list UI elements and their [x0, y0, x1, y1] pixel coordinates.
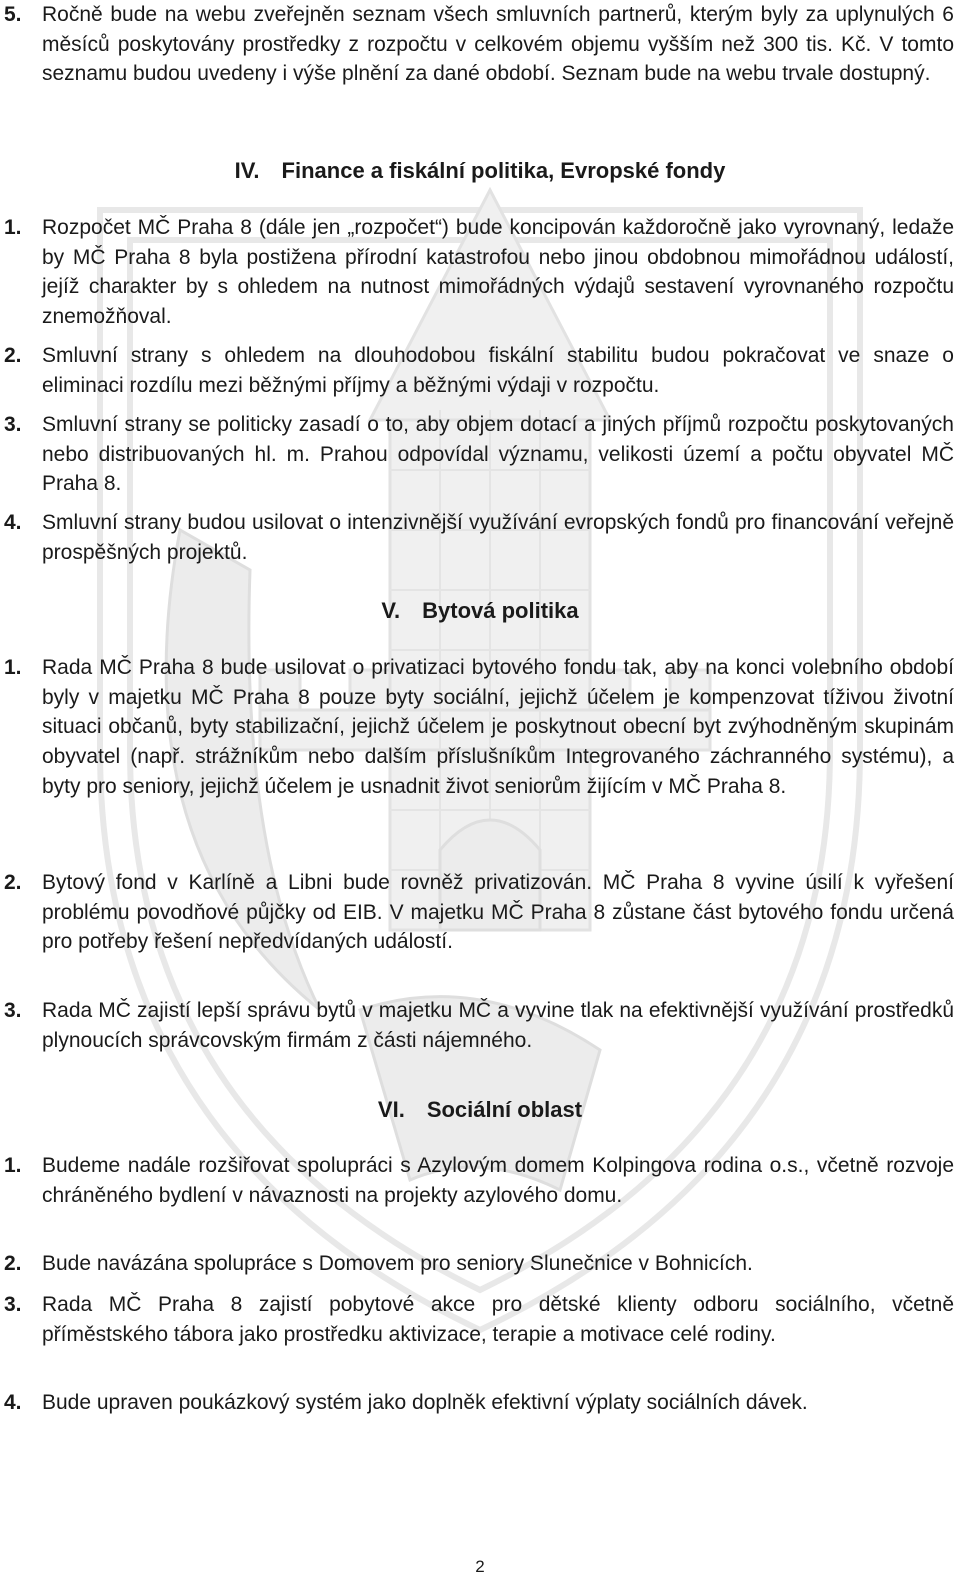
- item-number: 1.: [4, 1154, 22, 1177]
- item-text: Rada MČ Praha 8 bude usilovat o privatizaci bytového fondu tak, aby na konci volebního období byly v majetku MČ Praha 8 pouze byty sociální, jejichž účelem je kompenzovat tíživou životní situaci občanů, byty stabilizační, jejichž účelem je poskytnout obecní byt zvýhodněným skupinám obyvatel (např. strážníkům nebo dalším příslušníkům Integrovaného záchranného systému), a byty pro seniory, jejichž účelem je usnadnit život seniorům žijícím v MČ Praha 8.: [42, 656, 954, 798]
- section-title: Bytová politika: [422, 598, 579, 623]
- section-number: VI.: [377, 1097, 405, 1122]
- item-text: Ročně bude na webu zveřejněn seznam všech smluvních partnerů, kterým byly za uplynulých 6 měsíců poskytovány prostředky z rozpočtu v celkovém objemu vyšším než 300 tis. Kč. V tomto seznamu budou uvedeny i výše plnění za dané období. Seznam bude na webu trvale dostupný.: [42, 3, 954, 86]
- item-number: 2.: [4, 344, 22, 367]
- item-text: Rada MČ zajistí lepší správu bytů v majetku MČ a vyvine tlak na efektivnější využívání prostředků plynoucích správcovským firmám z části nájemného.: [42, 999, 954, 1052]
- section-number: IV.: [234, 158, 260, 183]
- item-text: Budeme nadále rozšiřovat spolupráci s Azylovým domem Kolpingova rodina o.s., včetně rozvoje chráněného bydlení v návaznosti na projekty azylového domu.: [42, 1154, 954, 1207]
- item-text: Bytový fond v Karlíně a Libni bude rovněž privatizován. MČ Praha 8 vyvine úsilí k vyřešení problému povodňové půjčky od EIB. V majetku MČ Praha 8 zůstane část bytového fondu určená pro potřeby řešení nepředvídaných událostí.: [42, 871, 954, 954]
- item-text: Smluvní strany s ohledem na dlouhodobou fiskální stabilitu budou pokračovat ve snaze o eliminaci rozdílu mezi běžnými příjmy a běžnými výdaji v rozpočtu.: [42, 344, 954, 397]
- item-text: Rada MČ Praha 8 zajistí pobytové akce pro dětské klienty odboru sociálního, včetně příměstského tábora jako prostředku aktivizace, terapie a motivace celé rodiny.: [42, 1293, 954, 1346]
- section-title: Sociální oblast: [426, 1097, 583, 1122]
- item-number: 2.: [4, 871, 22, 894]
- section-number: V.: [381, 598, 401, 623]
- item-number: 3.: [4, 1293, 22, 1316]
- section-heading-vi: [0, 1095, 960, 1125]
- item-number: 1.: [4, 216, 22, 239]
- section-heading-iv: [0, 156, 960, 186]
- item-number: 1.: [4, 656, 22, 679]
- item-number: 4.: [4, 511, 22, 534]
- item-number: 3.: [4, 413, 22, 436]
- item-number: 2.: [4, 1252, 22, 1275]
- page-number: 2: [475, 1557, 485, 1576]
- item-text: Smluvní strany budou usilovat o intenzivnější využívání evropských fondů pro financování veřejně prospěšných projektů.: [42, 511, 954, 564]
- item-number: 4.: [4, 1391, 22, 1414]
- item-text: Bude upraven poukázkový systém jako doplněk efektivní výplaty sociálních dávek.: [42, 1391, 808, 1414]
- item-text: Smluvní strany se politicky zasadí o to, aby objem dotací a jiných příjmů rozpočtu poskytovaných nebo distribuovaných hl. m. Prahou odpovídal významu, velikosti území a počtu obyvatel MČ Praha 8.: [42, 413, 954, 496]
- item-number: 5.: [4, 3, 22, 26]
- item-number: 3.: [4, 999, 22, 1022]
- section-heading-v: [0, 596, 960, 626]
- item-text: Rozpočet MČ Praha 8 (dále jen „rozpočet“) bude koncipován každoročně jako vyrovnaný, ledaže by MČ Praha 8 byla postižena přírodní katastrofou nebo jinou obdobnou mimořádnou událostí, jejíž charakter by s ohledem na nutnost mimořádných výdajů sestavení vyrovnaného rozpočtu znemožňoval.: [42, 216, 954, 329]
- section-title: Finance a fiskální politika, Evropské fondy: [281, 158, 726, 183]
- item-text: Bude navázána spolupráce s Domovem pro seniory Slunečnice v Bohnicích.: [42, 1252, 753, 1275]
